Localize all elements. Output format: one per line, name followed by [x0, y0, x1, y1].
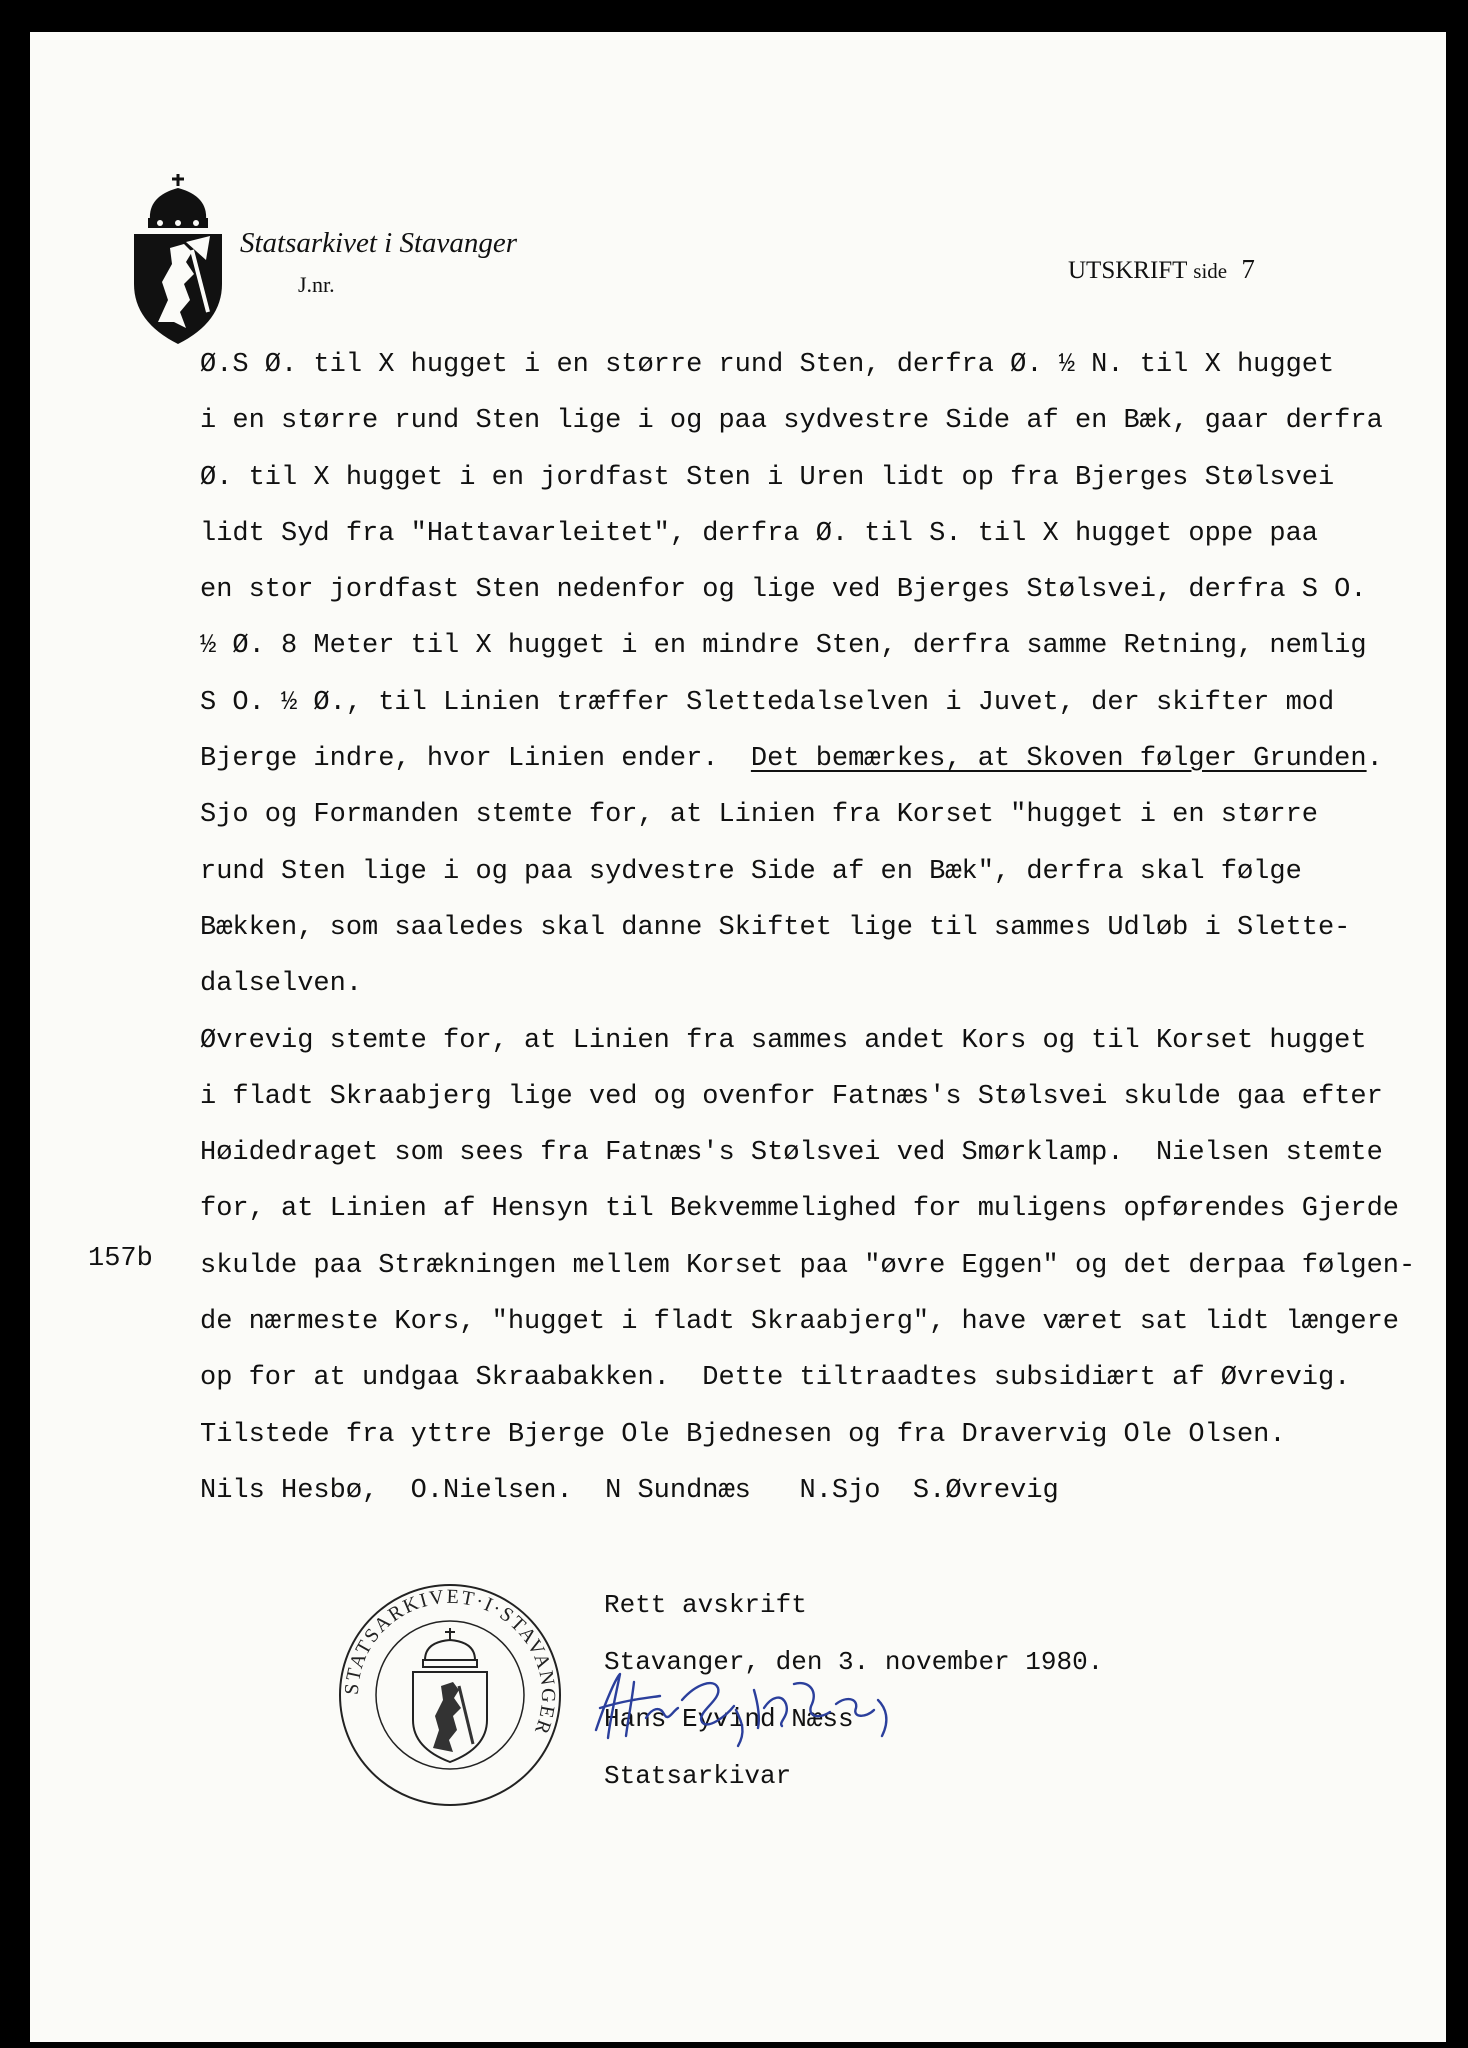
text-line-prefix: Bjerge indre, hvor Linien ender.	[200, 744, 751, 775]
page-label	[1068, 254, 1255, 285]
document-page	[30, 32, 1446, 2042]
text-line: rund Sten lige i og paa sydvestre Side af en Bæk", derfra skal følge	[200, 856, 1302, 887]
text-line	[200, 731, 1462, 787]
journal-number-label: J.nr.	[298, 272, 335, 297]
text-line: for, at Linien af Hensyn til Bekvemmelighed for muligens opførendes Gjerde	[200, 1194, 1399, 1225]
seal-ring-text: STATSARKIVET·I·STAVANGER	[340, 1585, 560, 1739]
signatories-line: Nils Hesbø, O.Nielsen. N Sundnæs N.Sjo S.Øvrevig	[200, 1475, 1059, 1506]
text-line: Høidedraget som sees fra Fatnæs's Stølsvei ved Smørklamp. Nielsen stemte	[200, 1138, 1383, 1169]
text-line: Sjo og Formanden stemte for, at Linien fra Korset "hugget i en større	[200, 800, 1318, 831]
institution-name: Statsarkivet i Stavanger	[240, 227, 518, 259]
text-line: i en større rund Sten lige i og paa sydvestre Side af en Bæk, gaar derfra	[200, 406, 1383, 437]
text-line: Ø. til X hugget i en jordfast Sten i Uren lidt op fra Bjerges Stølsvei	[200, 462, 1335, 493]
text-line: Øvrevig stemte for, at Linien fra sammes andet Kors og til Korset hugget	[200, 1025, 1367, 1056]
page-side-label: side	[1193, 259, 1228, 283]
text-line-suffix: .	[1366, 744, 1383, 775]
archive-seal-icon	[335, 1580, 565, 1810]
text-line: S O. ½ Ø., til Linien træffer Slettedalselven i Juvet, der skifter mod	[200, 687, 1335, 718]
text-line: skulde paa Strækningen mellem Korset paa "øvre Eggen" og det derpaa følgen-	[200, 1250, 1416, 1281]
handwritten-signature-icon	[586, 1660, 906, 1750]
text-line: Ø.S Ø. til X hugget i en større rund Sten, derfra Ø. ½ N. til X hugget	[200, 350, 1335, 380]
place-date: Stavanger, den 3. november 1980.	[604, 1647, 1104, 1677]
text-line: Bækken, som saaledes skal danne Skiftet lige til sammes Udløb i Slette-	[200, 912, 1351, 943]
text-line: lidt Syd fra "Hattavarleitet", derfra Ø. til S. til X hugget oppe paa	[200, 518, 1318, 549]
archivist-title: Statsarkivar	[604, 1761, 792, 1791]
text-line: i fladt Skraabjerg lige ved og ovenfor Fatnæs's Stølsvei skulde gaa efter	[200, 1081, 1383, 1112]
archivist-name: Hans Eyvind Næss	[604, 1704, 854, 1734]
margin-note: 157b	[88, 1244, 153, 1274]
text-line: en stor jordfast Sten nedenfor og lige ved Bjerges Stølsvei, derfra S O.	[200, 575, 1367, 606]
text-line: dalselven.	[200, 969, 363, 1000]
page-number: 7	[1241, 254, 1255, 284]
text-line: ½ Ø. 8 Meter til X hugget i en mindre Sten, derfra samme Retning, nemlig	[200, 631, 1367, 662]
text-line: de nærmeste Kors, "hugget i fladt Skraabjerg", have været sat lidt længere	[200, 1307, 1399, 1338]
transcript-label: UTSKRIFT	[1068, 257, 1188, 284]
text-line: op for at undgaa Skraabakken. Dette tiltraadtes subsidiært af Øvrevig.	[200, 1363, 1351, 1394]
underlined-remark: Det bemærkes, at Skoven følger Grunden	[750, 744, 1367, 775]
body-text	[200, 337, 1462, 1519]
coat-of-arms-icon	[128, 172, 228, 347]
certified-copy-label: Rett avskrift	[604, 1590, 807, 1620]
text-line: Tilstede fra yttre Bjerge Ole Bjednesen og fra Dravervig Ole Olsen.	[200, 1419, 1286, 1450]
